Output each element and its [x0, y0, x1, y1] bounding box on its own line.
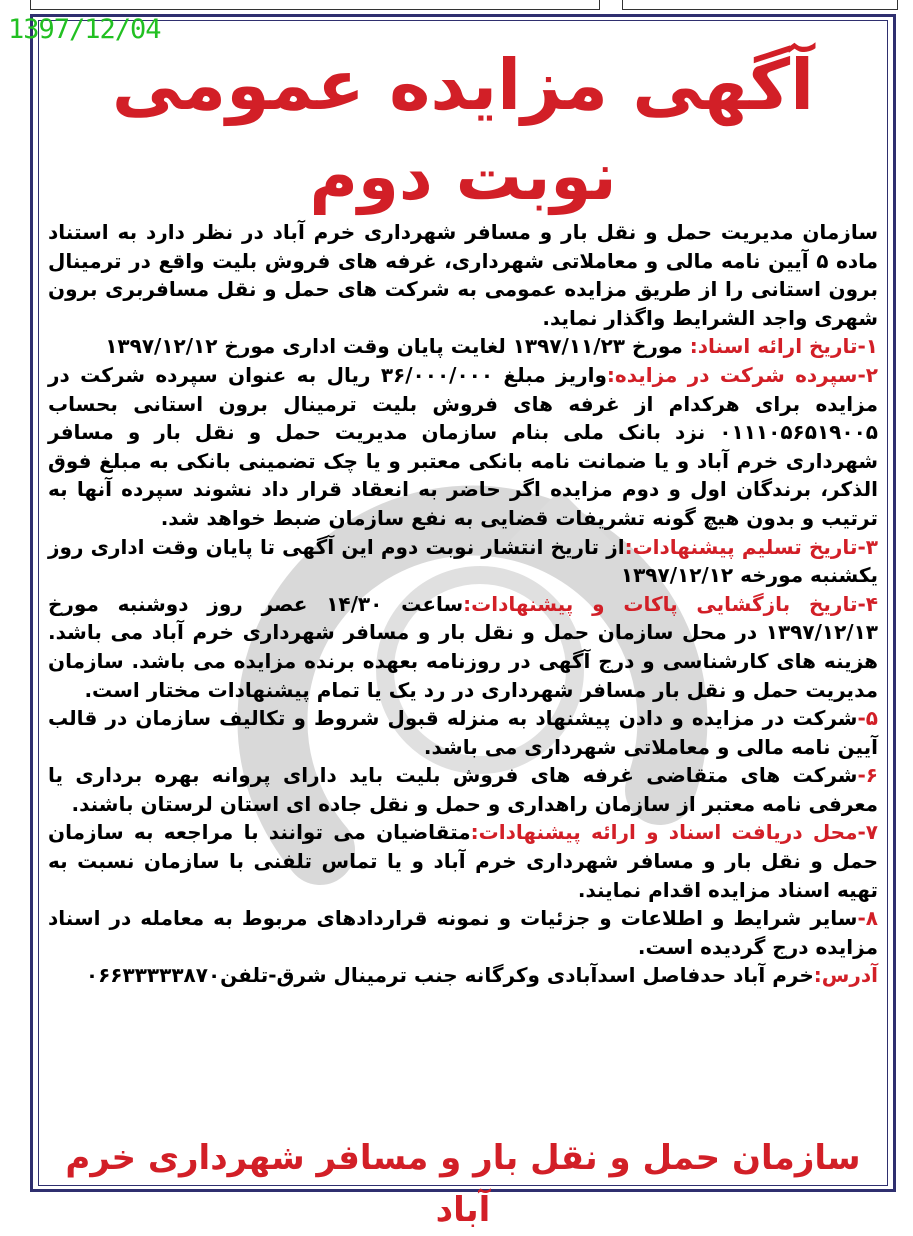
item-text: ساعت ۱۴/۳۰ عصر روز دوشنبه مورخ ۱۳۹۷/۱۲/۱۳ در محل سازمان حمل و نقل بار و مسافر شهرداری خرم آباد می باشد. هزینه های کارشناسی و درج آگهی در روزنامه بعهده برنده مزایده می باشد. سازمان مدیریت حمل و نقل بار مسافر شهرداری در رد یک یا تمام پیشنهادات مختار است.	[48, 591, 878, 702]
notice-item-5	[48, 704, 878, 761]
item-label: ۴-تاریخ بازگشایی پاکات و پیشنهادات:	[463, 591, 878, 616]
item-text: متقاضیان می توانند با مراجعه به سازمان حمل و نقل بار و مسافر شهرداری خرم آباد و یا تماس تلفنی با سازمان نسبت به تهیه اسناد مزایده اقدام نمایند.	[48, 820, 878, 902]
item-label: ۵-	[857, 706, 878, 731]
item-text: شرکت در مزایده و دادن پیشنهاد به منزله قبول شروط و تکالیف سازمان در قالب آیین نامه مالی و معاملاتی شهرداری می باشد.	[48, 706, 878, 759]
notice-item-6	[48, 761, 878, 818]
notice-body	[48, 218, 878, 990]
item-label: ۶-	[857, 763, 878, 788]
item-text: واریز مبلغ ۳۶/۰۰۰/۰۰۰ ریال به عنوان سپرده شرکت در مزایده برای هرکدام از غرفه های فروش بلیت ترمینال برون استانی بحساب ۰۱۱۱۰۵۶۵۱۹۰۰۵ نزد بانک ملی بنام سازمان مدیریت حمل و نقل بار و مسافر شهرداری خرم آباد و یا ضمانت نامه بانکی معتبر و یا چک تضمینی بانکی به مبلغ فوق الذکر، برندگان اول و دوم مزایده اگر حاضر به انعقاد قرار داد نشوند سپرده آنها به ترتیب و بدون هیچ گونه تشریفات قضایی به نفع سازمان ضبط خواهد شد.	[48, 362, 878, 530]
notice-item-1	[48, 332, 878, 361]
footer-organization: سازمان حمل و نقل بار و مسافر شهرداری خرم آباد	[65, 1138, 861, 1230]
notice-item-3	[48, 533, 878, 590]
notice-item-8	[48, 904, 878, 961]
title-line-2: نوبت دوم	[309, 138, 617, 215]
date-stamp: 1397/12/04	[8, 14, 161, 45]
top-header-box	[30, 0, 600, 10]
address-text: خرم آباد حدفاصل اسدآبادی وکرگانه جنب ترمینال شرق-تلفن۰۶۶۳۳۳۳۳۸۷۰	[85, 963, 814, 988]
item-label: ۳-تاریخ تسلیم پیشنهادات:	[624, 534, 878, 559]
item-label: ۱-تاریخ ارائه اسناد:	[689, 334, 878, 359]
top-strip	[0, 0, 913, 12]
address-line	[48, 961, 878, 990]
intro-paragraph: سازمان مدیریت حمل و نقل بار و مسافر شهرداری خرم آباد در نظر دارد به استناد ماده ۵ آیین نامه مالی و معاملاتی شهرداری، غرفه های فروش بلیت واقع در ترمینال برون استانی را از طریق مزایده عمومی به شرکت های حمل و نقل مسافربری برون شهری واجد الشرایط واگذار نماید.	[48, 220, 878, 330]
notice-item-4	[48, 590, 878, 704]
item-text: سایر شرایط و اطلاعات و جزئیات و نمونه قراردادهای مربوط به معامله در اسناد مزایده درج گردیده است.	[48, 906, 878, 959]
item-label: ۷-محل دریافت اسناد و ارائه پیشنهادات:	[470, 820, 879, 845]
item-label: ۸-	[857, 906, 878, 931]
item-text: مورخ ۱۳۹۷/۱۱/۲۳ لغایت پایان وقت اداری مورخ ۱۳۹۷/۱۲/۱۲	[105, 334, 690, 359]
address-label: آدرس:	[813, 963, 878, 988]
notice-item-7	[48, 818, 878, 904]
item-label: ۲-سپرده شرکت در مزایده:	[606, 362, 878, 387]
item-text: شرکت های متقاضی غرفه های فروش بلیت باید دارای پروانه بهره برداری یا معرفی نامه معتبر از سازمان راهداری و حمل و نقل جاده ای استان لرستان باشند.	[48, 763, 878, 816]
notice-item-2	[48, 361, 878, 533]
title-line-1: آگهی مزایده عمومی	[111, 44, 815, 126]
item-text: از تاریخ انتشار نوبت دوم این آگهی تا پایان وقت اداری روز یکشنبه مورخه ۱۳۹۷/۱۲/۱۲	[48, 534, 878, 588]
top-header-box-small	[622, 0, 898, 10]
